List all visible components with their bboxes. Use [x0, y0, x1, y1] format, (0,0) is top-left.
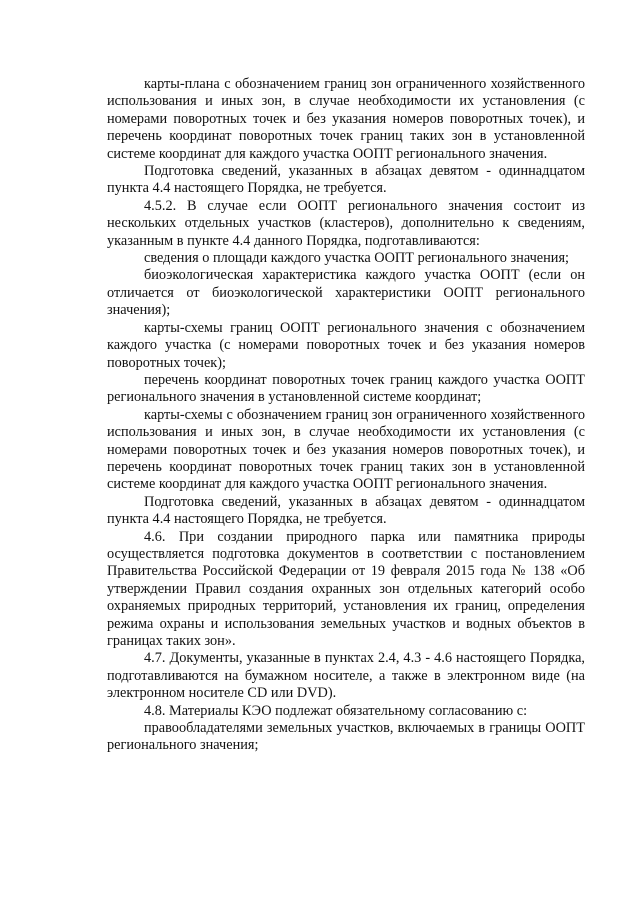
paragraph-zones-schemes: карты-схемы с обозначением границ зон ограниченного хозяйственного использования и иных зон, в случае необходимости их установления (с номерами поворотных точек и без указания номеров поворотных точек), и перечень координат поворотных точек границ таких зон в установленной системе координат для каждого участка ООПТ регионального значения.	[107, 406, 585, 493]
paragraph-4-6: 4.6. При создании природного парка или памятника природы осуществляется подготовка документов в соответствии с постановлением Правительства Российской Федерации от 19 февраля 2015 года № 138 «Об утверждении Правил создания охранных зон отдельных категорий особо охраняемых природных территорий, установления их границ, определения режима охраны и использования земельных участков и водных объектов в границах таких зон».	[107, 528, 585, 649]
paragraph-not-required-1: Подготовка сведений, указанных в абзацах девятом - одиннадцатом пункта 4.4 настоящего Порядка, не требуется.	[107, 163, 585, 197]
paragraph-zones-map: карты-плана с обозначением границ зон ограниченного хозяйственного использования и иных зон, в случае необходимости их установления (с номерами поворотных точек и без указания номеров поворотных точек), и перечень координат поворотных точек границ таких зон в установленной системе координат для каждого участка ООПТ регионального значения.	[107, 76, 585, 162]
paragraph-area-info: сведения о площади каждого участка ООПТ регионального значения;	[144, 250, 569, 267]
paragraph-4-8: 4.8. Материалы КЭО подлежат обязательному согласованию с:	[144, 702, 528, 719]
paragraph-4-7: 4.7. Документы, указанные в пунктах 2.4, 4.3 - 4.6 настоящего Порядка, подготавливаются на бумажном носителе, а также в электронном виде (на электронном носителе CD или DVD).	[107, 650, 585, 702]
paragraph-bioecological: биоэкологическая характеристика каждого участка ООПТ (если он отличается от биоэкологической характеристики ООПТ регионального значения);	[107, 267, 585, 319]
paragraph-rightholders: правообладателями земельных участков, включаемых в границы ООПТ регионального значения;	[107, 720, 585, 754]
paragraph-not-required-2: Подготовка сведений, указанных в абзацах девятом - одиннадцатом пункта 4.4 настоящего Порядка, не требуется.	[107, 493, 585, 528]
paragraph-boundary-maps: карты-схемы границ ООПТ регионального значения с обозначением каждого участка (с номерами поворотных точек и без указания номеров поворотных точек);	[107, 319, 585, 371]
paragraph-coordinates-list: перечень координат поворотных точек границ каждого участка ООПТ регионального значения в установленной системе координат;	[107, 371, 585, 406]
document-page	[107, 76, 585, 755]
paragraph-4-5-2: 4.5.2. В случае если ООПТ регионального значения состоит из нескольких отдельных участков (кластеров), дополнительно к сведениям, указанным в пункте 4.4 данного Порядка, подготавливаются:	[107, 197, 585, 249]
